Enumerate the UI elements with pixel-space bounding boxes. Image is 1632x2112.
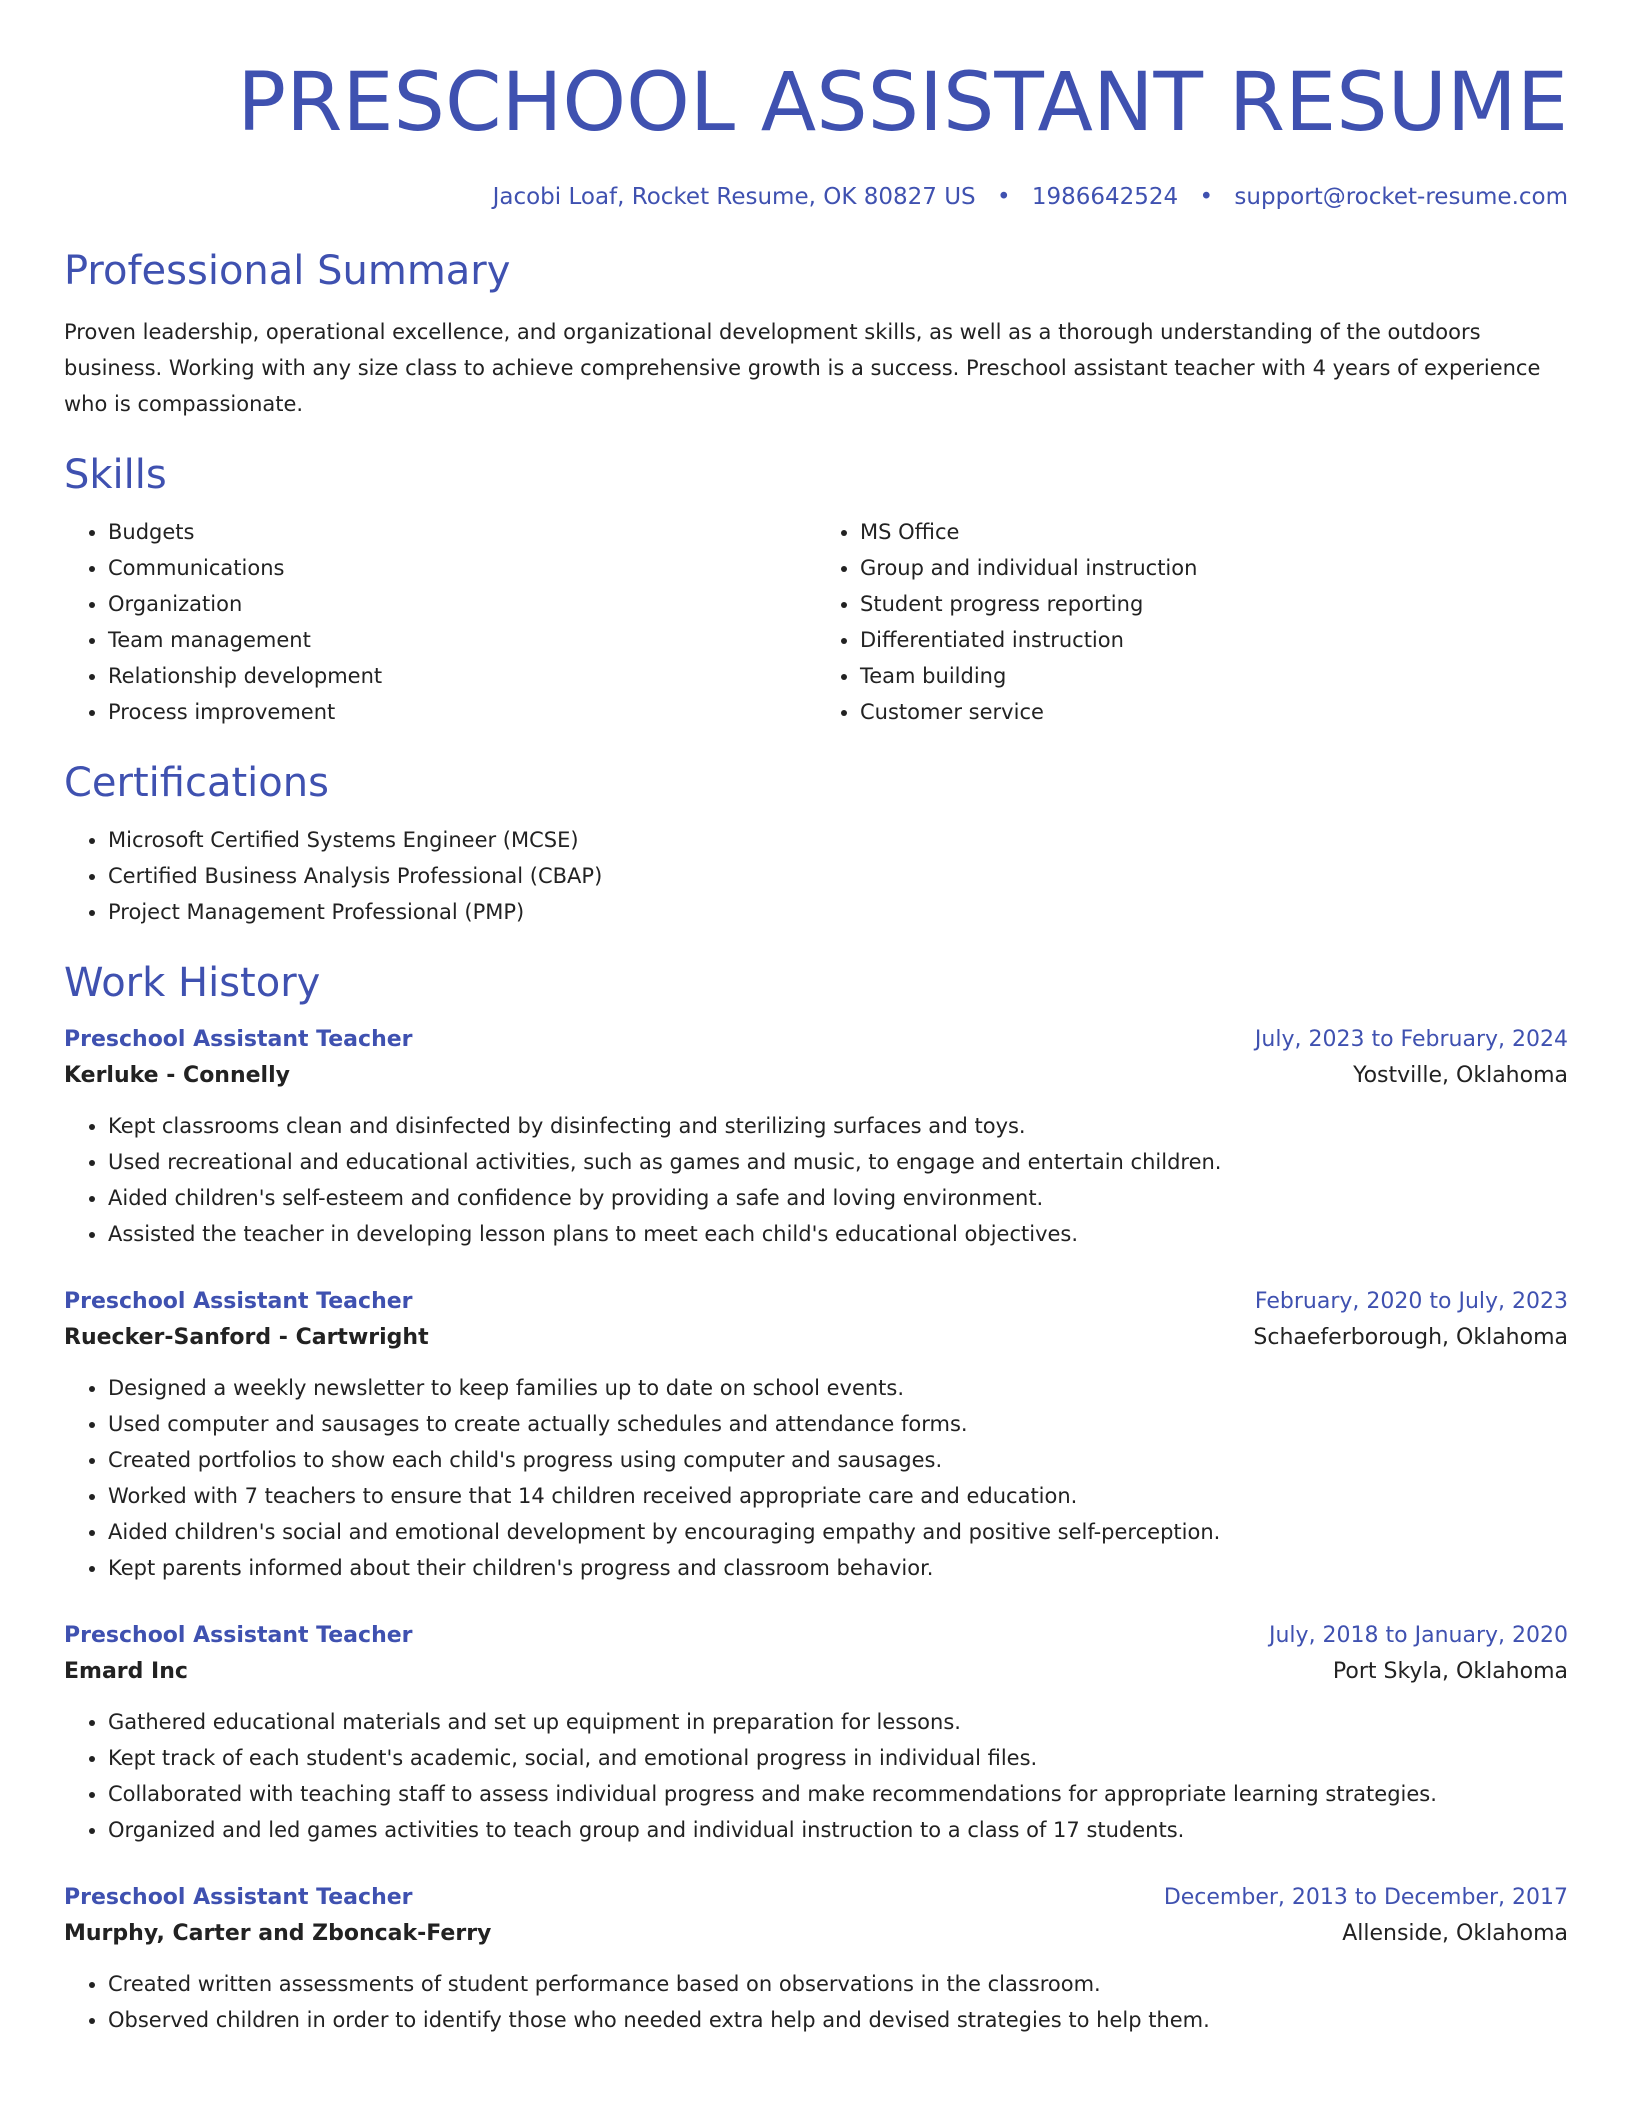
- contact-separator: •: [1199, 184, 1214, 210]
- skill-item: • MS Office: [860, 514, 1568, 550]
- work-history-heading: Work History: [64, 960, 321, 1006]
- contact-email: support@rocket-resume.com: [1234, 184, 1568, 210]
- job-bullet: • Kept classrooms clean and disinfected by disinfecting and sterilizing surfaces and toys.: [108, 1108, 1568, 1144]
- job-location: Allenside, Oklahoma: [1342, 1921, 1568, 1946]
- job-company: Murphy, Carter and Zboncak-Ferry: [64, 1921, 492, 1946]
- job-dates: July, 2023 to February, 2024: [1254, 1027, 1568, 1052]
- certification-item: • Project Management Professional (PMP): [108, 894, 1568, 930]
- job-location: Yostville, Oklahoma: [1353, 1063, 1568, 1088]
- job-location: Schaeferborough, Oklahoma: [1253, 1325, 1568, 1350]
- summary-heading: Professional Summary: [64, 248, 511, 294]
- job-bullet: • Aided children's self-esteem and confidence by providing a safe and loving environment.: [108, 1180, 1568, 1216]
- skills-columns: [64, 514, 1568, 730]
- skill-item: • Relationship development: [108, 658, 816, 694]
- skill-item: • Customer service: [860, 694, 1568, 730]
- job-title: Preschool Assistant Teacher: [64, 1027, 413, 1052]
- skill-item: • Budgets: [108, 514, 816, 550]
- job-bullet: • Gathered educational materials and set up equipment in preparation for lessons.: [108, 1704, 1568, 1740]
- job-bullet: • Collaborated with teaching staff to assess individual progress and make recommendations for appropriate learning strategies.: [108, 1776, 1568, 1812]
- certifications-list: [64, 822, 1568, 930]
- job-bullet: • Kept parents informed about their children's progress and classroom behavior.: [108, 1550, 1568, 1586]
- job-bullet: • Assisted the teacher in developing lesson plans to meet each child's educational objectives.: [108, 1216, 1568, 1252]
- job-head: [64, 1880, 1568, 1916]
- resume-title: PRESCHOOL ASSISTANT RESUME: [237, 56, 1568, 150]
- job-entry: [64, 1618, 1568, 1848]
- job-bullets: [64, 1108, 1568, 1252]
- job-title: Preschool Assistant Teacher: [64, 1885, 413, 1910]
- job-company: Ruecker-Sanford - Cartwright: [64, 1325, 429, 1350]
- skills-list-right: [816, 514, 1568, 730]
- job-bullets: [64, 1370, 1568, 1586]
- job-bullet: • Aided children's social and emotional development by encouraging empathy and positive self-perception.: [108, 1514, 1568, 1550]
- skills-section: [64, 450, 1568, 730]
- job-bullet: • Designed a weekly newsletter to keep families up to date on school events.: [108, 1370, 1568, 1406]
- job-bullets: [64, 1966, 1568, 2038]
- job-bullet: • Created portfolios to show each child's progress using computer and sausages.: [108, 1442, 1568, 1478]
- skill-item: • Process improvement: [108, 694, 816, 730]
- certification-item: • Certified Business Analysis Professional (CBAP): [108, 858, 1568, 894]
- contact-separator: •: [996, 184, 1011, 210]
- job-company: Emard Inc: [64, 1659, 188, 1684]
- job-bullet: • Created written assessments of student performance based on observations in the classroom.: [108, 1966, 1568, 2002]
- summary-section: [64, 246, 1568, 422]
- job-entry: [64, 1284, 1568, 1586]
- job-company: Kerluke - Connelly: [64, 1063, 290, 1088]
- job-subhead: [64, 1320, 1568, 1356]
- job-bullet: • Worked with 7 teachers to ensure that 14 children received appropriate care and education.: [108, 1478, 1568, 1514]
- job-bullet: • Organized and led games activities to teach group and individual instruction to a class of 17 students.: [108, 1812, 1568, 1848]
- skill-item: • Student progress reporting: [860, 586, 1568, 622]
- skill-item: • Communications: [108, 550, 816, 586]
- job-bullets: [64, 1704, 1568, 1848]
- job-entry: [64, 1022, 1568, 1252]
- skill-item: • Group and individual instruction: [860, 550, 1568, 586]
- summary-text: Proven leadership, operational excellence, and organizational development skills, as well as a thorough understanding of the outdoors business. Working with any size class to achieve comprehensive growth is a success. Preschool assistant teacher with 4 years of experience who is compassionate.: [64, 320, 1541, 416]
- certification-item: • Microsoft Certified Systems Engineer (MCSE): [108, 822, 1568, 858]
- job-head: [64, 1284, 1568, 1320]
- certifications-section: [64, 758, 1568, 930]
- contact-phone: 1986642524: [1031, 184, 1179, 210]
- contact-address: Jacobi Loaf, Rocket Resume, OK 80827 US: [492, 184, 976, 210]
- skills-heading: Skills: [64, 452, 167, 498]
- job-bullet: • Used recreational and educational activities, such as games and music, to engage and entertain children.: [108, 1144, 1568, 1180]
- job-title: Preschool Assistant Teacher: [64, 1623, 413, 1648]
- job-location: Port Skyla, Oklahoma: [1332, 1659, 1568, 1684]
- job-subhead: [64, 1058, 1568, 1094]
- certifications-heading: Certifications: [64, 760, 329, 806]
- skill-item: • Organization: [108, 586, 816, 622]
- skill-item: • Differentiated instruction: [860, 622, 1568, 658]
- work-history-section: [64, 958, 1568, 2038]
- job-head: [64, 1022, 1568, 1058]
- job-title: Preschool Assistant Teacher: [64, 1289, 413, 1314]
- job-bullet: • Used computer and sausages to create actually schedules and attendance forms.: [108, 1406, 1568, 1442]
- job-subhead: [64, 1916, 1568, 1952]
- job-dates: December, 2013 to December, 2017: [1163, 1885, 1568, 1910]
- job-head: [64, 1618, 1568, 1654]
- job-subhead: [64, 1654, 1568, 1690]
- skill-item: • Team building: [860, 658, 1568, 694]
- job-dates: July, 2018 to January, 2020: [1269, 1623, 1568, 1648]
- job-dates: February, 2020 to July, 2023: [1254, 1289, 1568, 1314]
- skills-list-left: [64, 514, 816, 730]
- skill-item: • Team management: [108, 622, 816, 658]
- job-bullet: • Kept track of each student's academic, social, and emotional progress in individual files.: [108, 1740, 1568, 1776]
- contact-line: [64, 182, 1568, 212]
- job-entry: [64, 1880, 1568, 2038]
- job-bullet: • Observed children in order to identify those who needed extra help and devised strategies to help them.: [108, 2002, 1568, 2038]
